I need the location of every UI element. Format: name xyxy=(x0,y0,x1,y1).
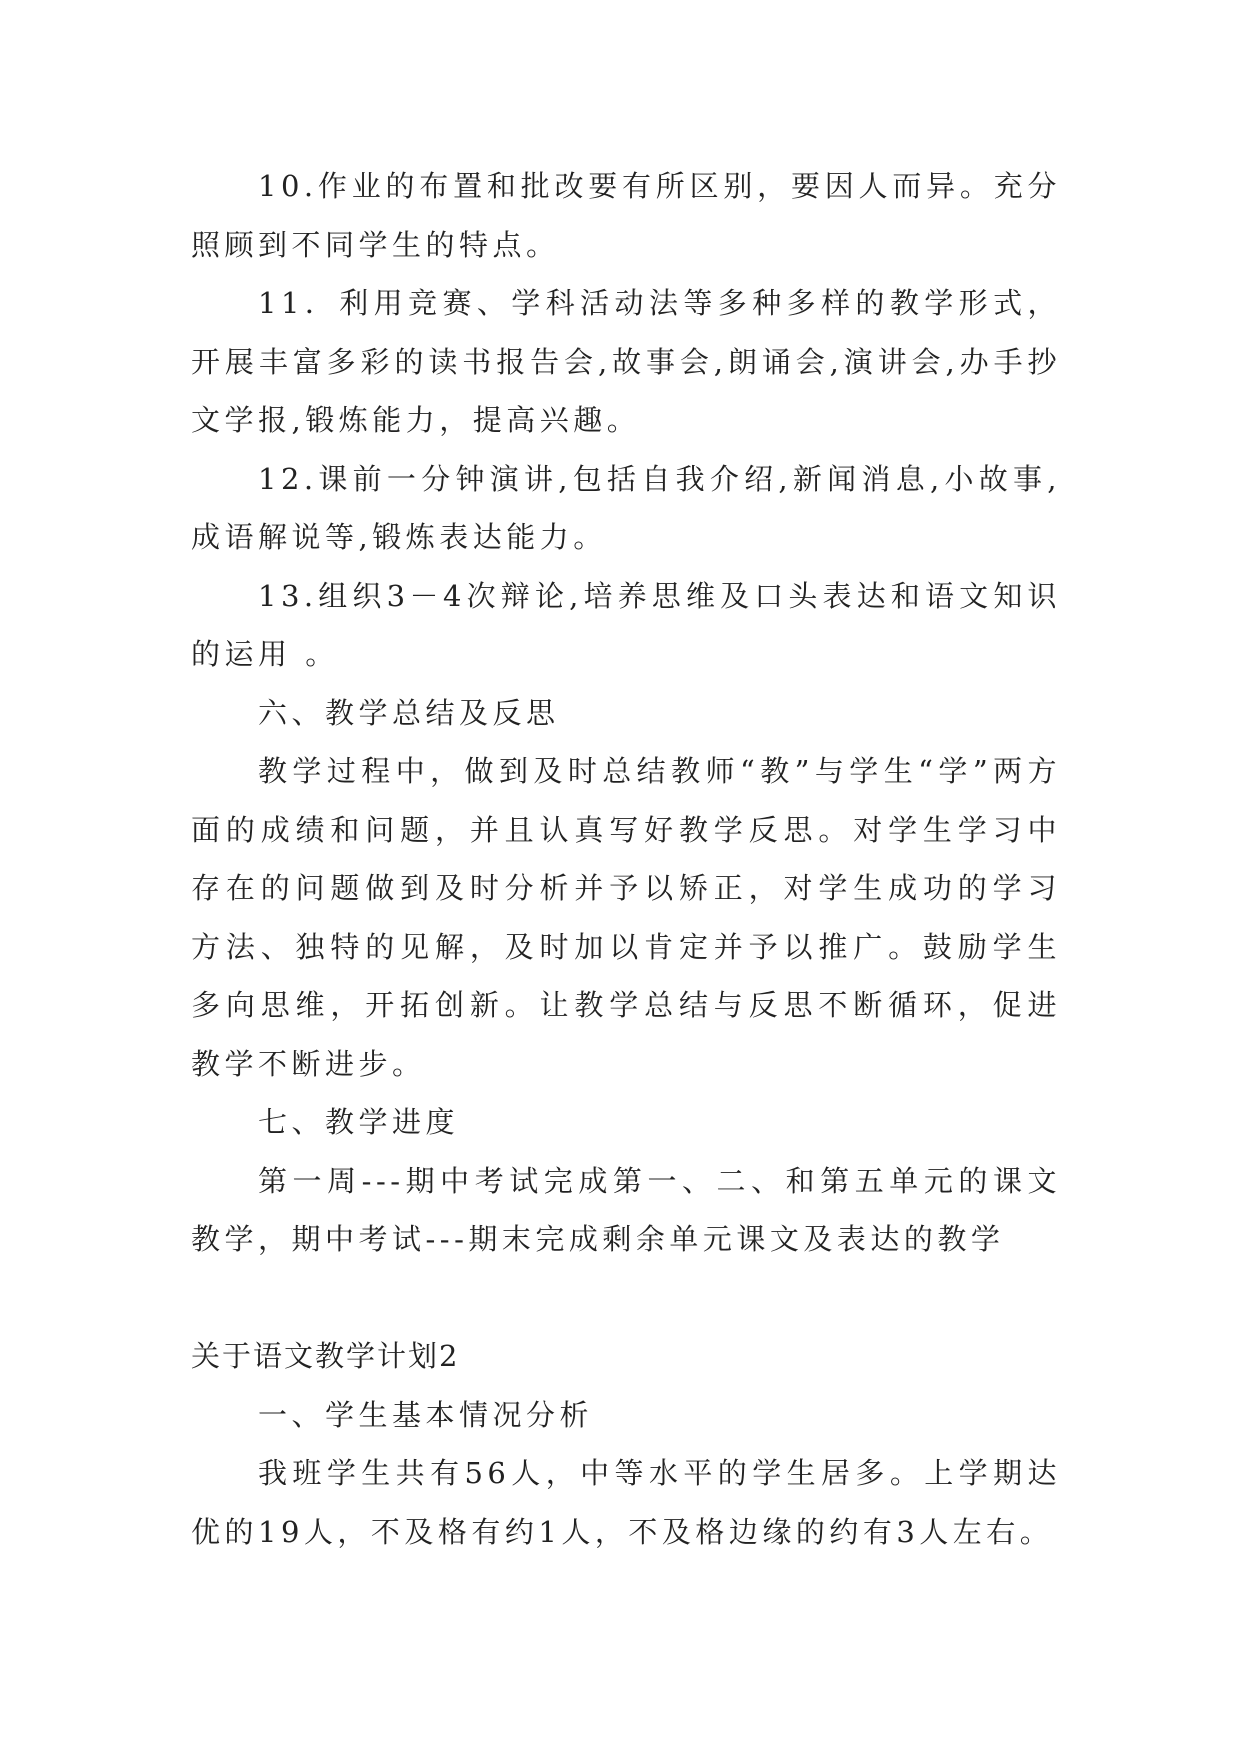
section-heading-teaching-schedule: 七、教学进度 xyxy=(258,1105,460,1139)
paragraph-item-10: 10.作业的布置和批改要有所区别，要因人而异。充分照顾到不同学生的特点。 xyxy=(191,169,1061,262)
paragraph-item-11: 11．利用竞赛、学科活动法等多种多样的教学形式，开展丰富多彩的读书报告会,故事会,朗诵会,演讲会,办手抄文学报,锻炼能力，提高兴趣。 xyxy=(191,286,1061,437)
paragraph-item-13: 13.组织3－4次辩论,培养思维及口头表达和语文知识的运用 。 xyxy=(191,578,1061,671)
blank-line xyxy=(191,1269,1061,1328)
paragraph-item-12: 12.课前一分钟演讲,包括自我介绍,新闻消息,小故事,成语解说等,锻炼表达能力。 xyxy=(191,461,1061,554)
section-heading-summary-reflection: 六、教学总结及反思 xyxy=(258,695,560,730)
section-body-summary-reflection: 教学过程中，做到及时总结教师“教”与学生“学”两方面的成绩和问题，并且认真写好教学反思。对学生学习中存在的问题做到及时分析并予以矫正，对学生成功的学习方法、独特的见解，及时加以肯定并予以推广。鼓励学生多向思维，开拓创新。让教学总结与反思不断循环，促进教学不断进步。 xyxy=(191,754,1061,1081)
section-body-student-analysis: 我班学生共有56人，中等水平的学生居多。上学期达优的19人，不及格有约1人，不及格边缘的约有3人左右。 xyxy=(191,1456,1061,1549)
section-body-teaching-schedule: 第一周---期中考试完成第一、二、和第五单元的课文教学，期中考试---期末完成剩余单元课文及表达的教学 xyxy=(191,1163,1061,1256)
plan2-title: 关于语文教学计划2 xyxy=(191,1339,460,1373)
section-heading-student-analysis: 一、学生基本情况分析 xyxy=(258,1397,594,1432)
document-body xyxy=(191,157,1061,1561)
